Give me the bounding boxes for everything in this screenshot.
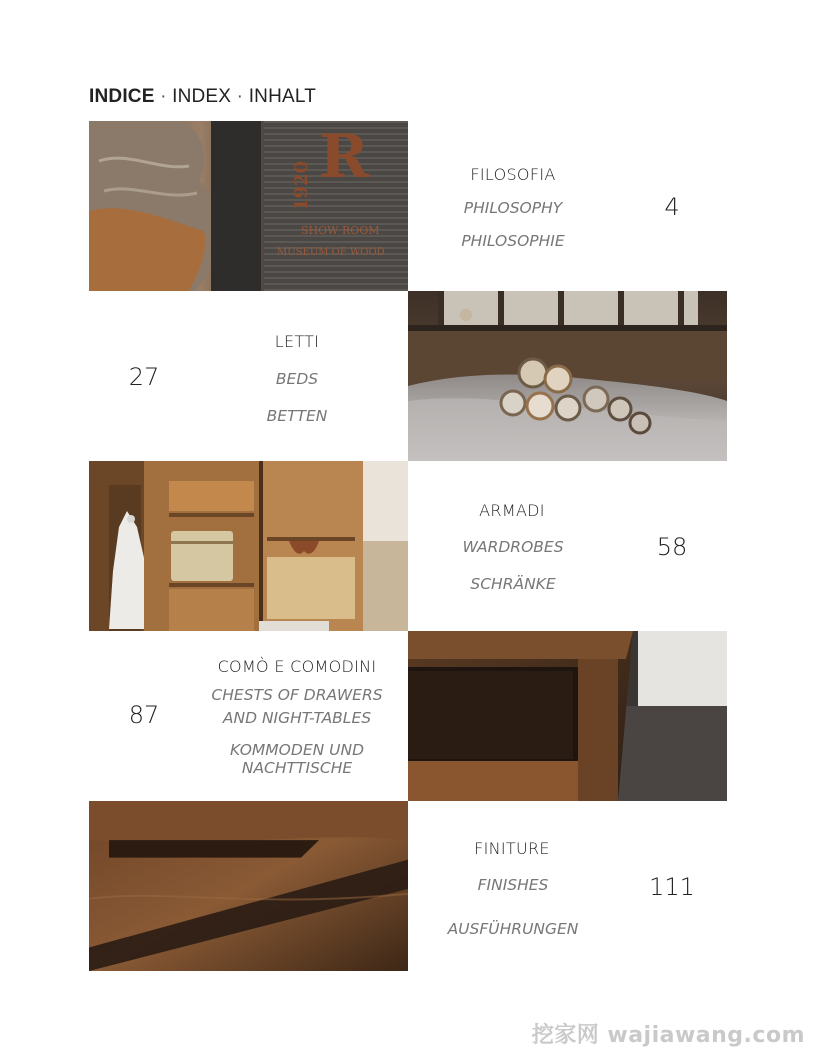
heading-separator: · <box>231 86 249 107</box>
index-row-filosofia[interactable] <box>89 121 727 291</box>
photo-wood-finish-detail <box>89 801 408 971</box>
heading-indice: INDICE <box>89 86 155 107</box>
photo-bed-with-clocks <box>408 291 727 461</box>
page-number: 58 <box>656 533 688 561</box>
heading-separator: · <box>154 86 173 107</box>
text-cell-finiture <box>408 801 727 971</box>
watermark: 挖家网 wajiawang.com <box>531 1023 805 1048</box>
text-cell-armadi <box>408 461 727 631</box>
heading-inhalt: INHALT <box>248 86 317 107</box>
heading-index: INDEX <box>172 86 232 107</box>
photo-letter: R <box>319 122 369 192</box>
section-subtitle-de: PHILOSOPHIE <box>461 232 565 250</box>
index-row-letti[interactable] <box>89 291 727 461</box>
section-subtitle-en: BEDS <box>275 370 319 388</box>
section-subtitle-en-line2: AND NIGHT-TABLES <box>222 709 372 727</box>
section-subtitle-de: AUSFÜHRUNGEN <box>447 920 579 938</box>
section-subtitle-de-line1: KOMMODEN UND <box>229 741 365 759</box>
page-number: 87 <box>128 701 160 729</box>
text-cell-letti <box>89 291 408 461</box>
section-subtitle-de-line2: NACHTTISCHE <box>241 759 353 777</box>
section-subtitle-de: BETTEN <box>266 407 328 425</box>
section-subtitle-en-line1: CHESTS OF DRAWERS <box>211 686 383 704</box>
photo-museum-of-wood <box>89 121 408 291</box>
photo-night-table-detail <box>408 631 727 801</box>
index-row-como-e-comodini[interactable] <box>89 631 727 801</box>
section-title: FILOSOFIA <box>470 165 556 184</box>
section-title: COMÒ E COMODINI <box>217 657 377 676</box>
text-cell-filosofia <box>408 121 727 291</box>
page-number: 111 <box>649 873 695 901</box>
section-subtitle-en: FINISHES <box>477 876 549 894</box>
section-subtitle-de: SCHRÄNKE <box>470 575 556 593</box>
photo-sign-line1: SHOW ROOM <box>301 224 380 237</box>
photo-open-wardrobe <box>89 461 408 631</box>
index-row-armadi[interactable] <box>89 461 727 631</box>
photo-year: 1920 <box>291 160 312 211</box>
section-title: FINITURE <box>474 839 550 858</box>
photo-sign-line2: MUSEUM OF WOOD <box>277 247 385 258</box>
index-row-finiture[interactable] <box>89 801 727 971</box>
page-number: 27 <box>128 363 160 391</box>
section-title: LETTI <box>274 332 320 351</box>
section-subtitle-en: PHILOSOPHY <box>463 199 563 217</box>
index-grid <box>89 121 727 975</box>
page-number: 4 <box>664 193 680 221</box>
index-heading <box>89 86 316 108</box>
text-cell-como-e-comodini <box>89 631 408 801</box>
section-title: ARMADI <box>479 501 545 520</box>
section-subtitle-en: WARDROBES <box>462 538 564 556</box>
